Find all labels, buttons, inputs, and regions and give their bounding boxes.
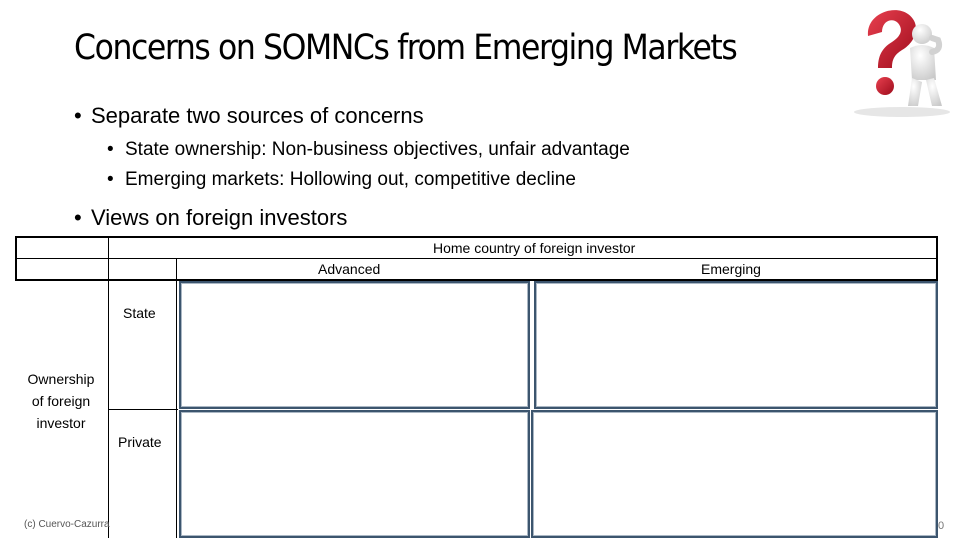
page-number: 0 [938,520,945,532]
matrix-left-line [15,236,17,280]
row-header-ownership [18,368,104,434]
row-label-private: Private [118,434,162,450]
row-label-state: State [123,305,156,321]
cell-private-emerging [531,410,938,538]
column-label-advanced: Advanced [318,261,381,277]
bullet-dot-icon: • [74,103,82,128]
bullet-text: Views on foreign investors [91,205,348,230]
matrix-header-divider [15,258,938,259]
slide-title: Concerns on SOMNCs from Emerging Markets [74,28,737,68]
cell-state-emerging [534,281,938,409]
bullet-dot-icon: • [74,205,82,230]
cell-private-advanced [179,410,530,538]
bullet-dot-icon: • [107,169,114,190]
column-header-home-country: Home country of foreign investor [433,240,636,256]
column-label-emerging: Emerging [701,261,761,277]
bullet-text: Separate two sources of concerns [91,103,424,128]
bullet-dot-icon: • [107,139,114,160]
matrix-right-line [936,236,938,280]
bullet-text: Emerging markets: Hollowing out, competitive decline [125,169,576,190]
row-header-line: Ownership [27,371,95,387]
cell-state-advanced [179,281,530,409]
row-header-line: investor [36,415,86,431]
matrix-row-divider [108,409,178,410]
row-header-line: of foreign [31,393,91,409]
matrix-col-divider-2 [176,258,177,538]
bullet-text: State ownership: Non-business objectives, unfair advantage [125,139,630,160]
matrix-col-divider-1 [108,236,109,538]
footer-credit: (c) Cuervo-Cazurra [24,519,110,530]
matrix-top-line [15,236,938,238]
